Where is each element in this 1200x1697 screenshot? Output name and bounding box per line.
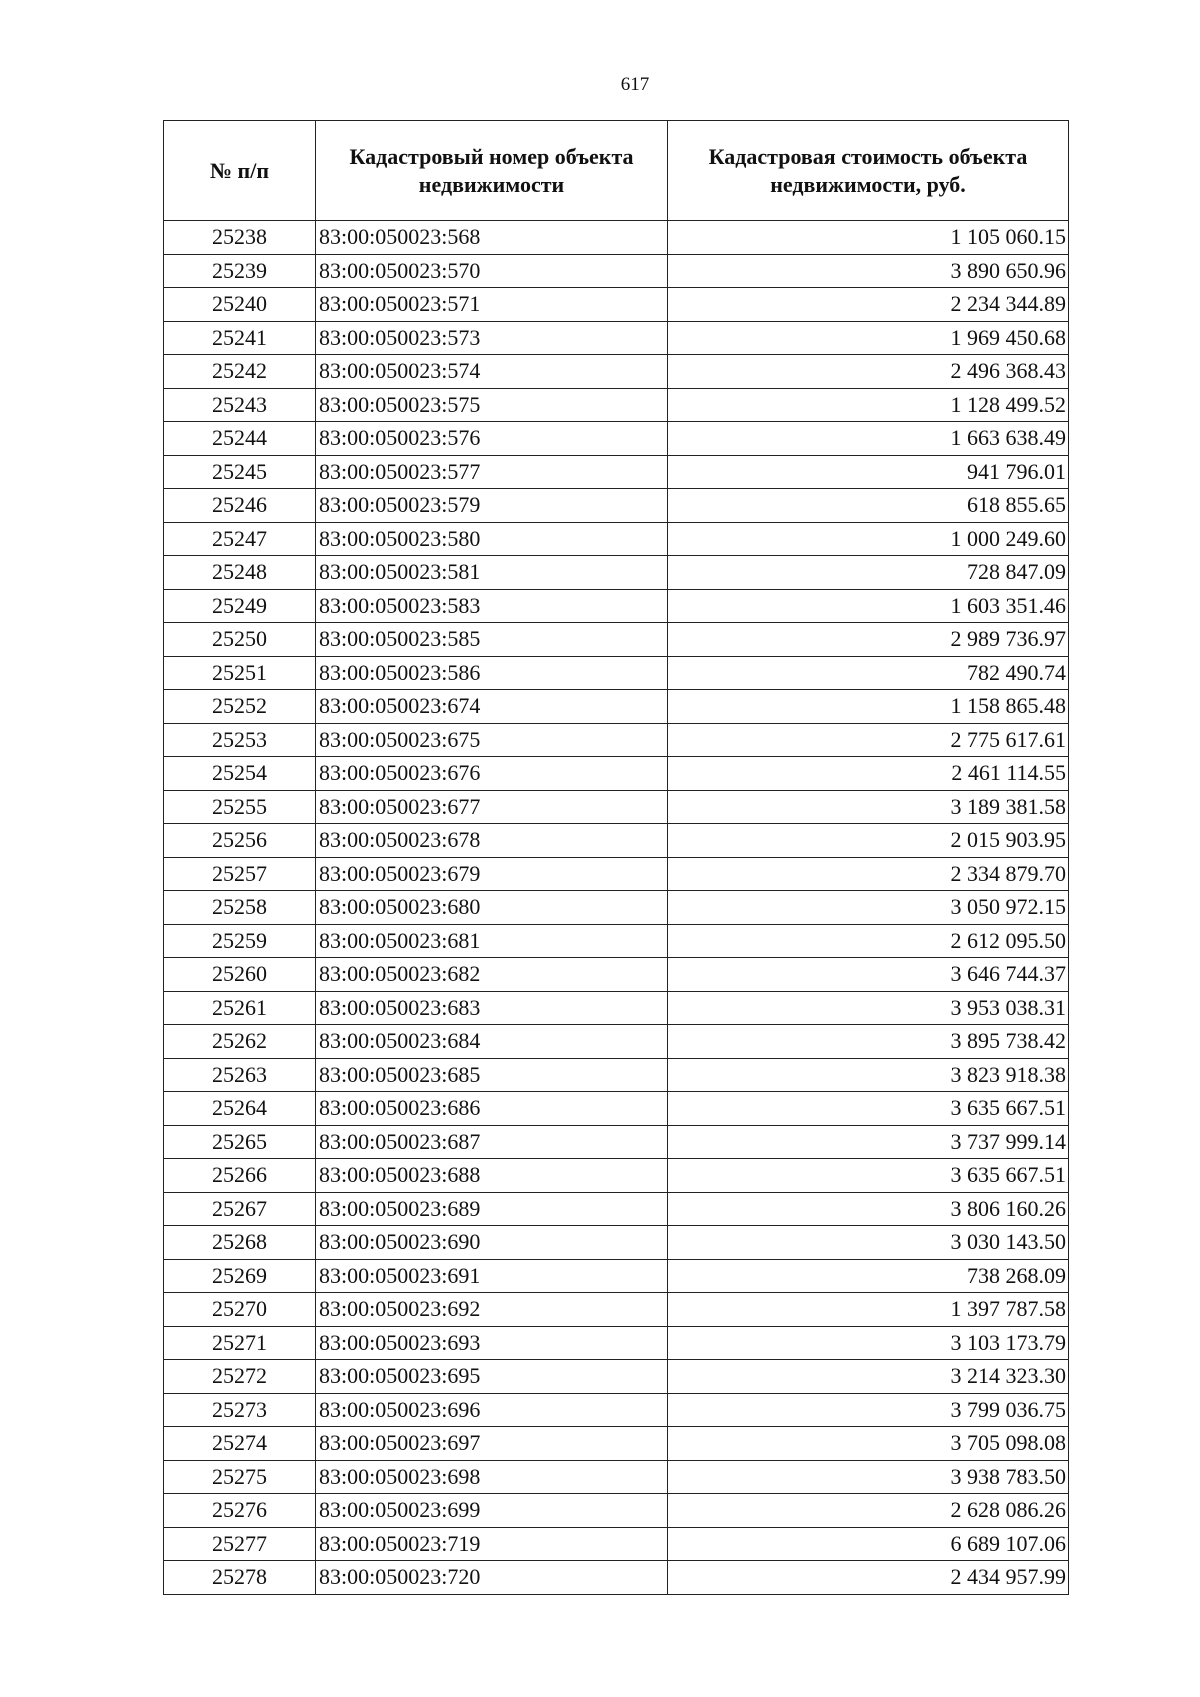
cadastral-number-cell: 83:00:050023:580: [316, 522, 668, 556]
row-number-cell: 25247: [164, 522, 316, 556]
cadastral-number-cell: 83:00:050023:695: [316, 1360, 668, 1394]
table-row: [164, 1226, 1069, 1260]
cadastral-number-cell: 83:00:050023:577: [316, 455, 668, 489]
row-number-cell: 25260: [164, 958, 316, 992]
table-row: [164, 891, 1069, 925]
cadastral-value-cell: 2 496 368.43: [668, 355, 1069, 389]
row-number-cell: 25278: [164, 1561, 316, 1595]
table-row: [164, 1393, 1069, 1427]
cadastral-value-cell: 1 105 060.15: [668, 221, 1069, 255]
row-number-cell: 25240: [164, 288, 316, 322]
table-row: [164, 1527, 1069, 1561]
cadastral-number-cell: 83:00:050023:575: [316, 388, 668, 422]
table-row: [164, 1125, 1069, 1159]
table-row: [164, 1293, 1069, 1327]
cadastral-number-cell: 83:00:050023:720: [316, 1561, 668, 1595]
table-body: [164, 221, 1069, 1595]
table-row: [164, 857, 1069, 891]
cadastral-number-cell: 83:00:050023:679: [316, 857, 668, 891]
row-number-cell: 25272: [164, 1360, 316, 1394]
cadastral-number-cell: 83:00:050023:685: [316, 1058, 668, 1092]
table-row: [164, 556, 1069, 590]
cadastral-number-cell: 83:00:050023:697: [316, 1427, 668, 1461]
row-number-cell: 25254: [164, 757, 316, 791]
table-row: [164, 991, 1069, 1025]
table-row: [164, 522, 1069, 556]
cadastral-value-cell: 1 969 450.68: [668, 321, 1069, 355]
row-number-cell: 25256: [164, 824, 316, 858]
row-number-cell: 25241: [164, 321, 316, 355]
table-row: [164, 656, 1069, 690]
cadastral-number-cell: 83:00:050023:573: [316, 321, 668, 355]
row-number-cell: 25261: [164, 991, 316, 1025]
header-cadastral-number: Кадастровый номер объекта недвижимости: [316, 121, 668, 221]
row-number-cell: 25276: [164, 1494, 316, 1528]
table-row: [164, 288, 1069, 322]
cadastral-number-cell: 83:00:050023:719: [316, 1527, 668, 1561]
table-row: [164, 1259, 1069, 1293]
cadastral-table-container: [163, 120, 1068, 1595]
table-row: [164, 1427, 1069, 1461]
cadastral-value-cell: 618 855.65: [668, 489, 1069, 523]
cadastral-number-cell: 83:00:050023:576: [316, 422, 668, 456]
table-row: [164, 321, 1069, 355]
table-row: [164, 1494, 1069, 1528]
cadastral-number-cell: 83:00:050023:689: [316, 1192, 668, 1226]
table-row: [164, 690, 1069, 724]
table-row: [164, 589, 1069, 623]
cadastral-number-cell: 83:00:050023:570: [316, 254, 668, 288]
cadastral-value-cell: 3 799 036.75: [668, 1393, 1069, 1427]
cadastral-value-cell: 3 938 783.50: [668, 1460, 1069, 1494]
table-row: [164, 489, 1069, 523]
row-number-cell: 25269: [164, 1259, 316, 1293]
table-row: [164, 1360, 1069, 1394]
cadastral-number-cell: 83:00:050023:684: [316, 1025, 668, 1059]
table-row: [164, 790, 1069, 824]
cadastral-number-cell: 83:00:050023:691: [316, 1259, 668, 1293]
cadastral-value-cell: 6 689 107.06: [668, 1527, 1069, 1561]
row-number-cell: 25253: [164, 723, 316, 757]
cadastral-number-cell: 83:00:050023:681: [316, 924, 668, 958]
table-row: [164, 1058, 1069, 1092]
table-header: [164, 121, 1069, 221]
table-row: [164, 388, 1069, 422]
table-row: [164, 723, 1069, 757]
cadastral-value-cell: 3 806 160.26: [668, 1192, 1069, 1226]
cadastral-number-cell: 83:00:050023:675: [316, 723, 668, 757]
table-row: [164, 1192, 1069, 1226]
row-number-cell: 25263: [164, 1058, 316, 1092]
cadastral-number-cell: 83:00:050023:699: [316, 1494, 668, 1528]
cadastral-number-cell: 83:00:050023:692: [316, 1293, 668, 1327]
cadastral-number-cell: 83:00:050023:687: [316, 1125, 668, 1159]
row-number-cell: 25265: [164, 1125, 316, 1159]
cadastral-number-cell: 83:00:050023:686: [316, 1092, 668, 1126]
cadastral-number-cell: 83:00:050023:682: [316, 958, 668, 992]
header-cadastral-value: Кадастровая стоимость объекта недвижимости, руб.: [668, 121, 1069, 221]
row-number-cell: 25242: [164, 355, 316, 389]
cadastral-value-cell: 2 434 957.99: [668, 1561, 1069, 1595]
cadastral-value-cell: 782 490.74: [668, 656, 1069, 690]
cadastral-value-cell: 3 050 972.15: [668, 891, 1069, 925]
cadastral-value-cell: 728 847.09: [668, 556, 1069, 590]
cadastral-number-cell: 83:00:050023:585: [316, 623, 668, 657]
table-row: [164, 422, 1069, 456]
cadastral-value-cell: 3 705 098.08: [668, 1427, 1069, 1461]
table-row: [164, 254, 1069, 288]
row-number-cell: 25271: [164, 1326, 316, 1360]
row-number-cell: 25259: [164, 924, 316, 958]
header-row: [164, 121, 1069, 221]
table-row: [164, 1460, 1069, 1494]
cadastral-number-cell: 83:00:050023:680: [316, 891, 668, 925]
cadastral-value-cell: 1 603 351.46: [668, 589, 1069, 623]
row-number-cell: 25262: [164, 1025, 316, 1059]
table-row: [164, 355, 1069, 389]
cadastral-value-table: [163, 120, 1069, 1595]
cadastral-value-cell: 3 189 381.58: [668, 790, 1069, 824]
cadastral-number-cell: 83:00:050023:690: [316, 1226, 668, 1260]
row-number-cell: 25239: [164, 254, 316, 288]
cadastral-value-cell: 2 334 879.70: [668, 857, 1069, 891]
cadastral-number-cell: 83:00:050023:583: [316, 589, 668, 623]
table-row: [164, 924, 1069, 958]
table-row: [164, 958, 1069, 992]
cadastral-value-cell: 1 158 865.48: [668, 690, 1069, 724]
cadastral-number-cell: 83:00:050023:683: [316, 991, 668, 1025]
cadastral-value-cell: 3 030 143.50: [668, 1226, 1069, 1260]
table-row: [164, 455, 1069, 489]
cadastral-number-cell: 83:00:050023:676: [316, 757, 668, 791]
cadastral-number-cell: 83:00:050023:574: [316, 355, 668, 389]
cadastral-value-cell: 3 646 744.37: [668, 958, 1069, 992]
page-number: 617: [620, 74, 650, 95]
row-number-cell: 25267: [164, 1192, 316, 1226]
row-number-cell: 25277: [164, 1527, 316, 1561]
cadastral-value-cell: 941 796.01: [668, 455, 1069, 489]
cadastral-value-cell: 3 635 667.51: [668, 1092, 1069, 1126]
cadastral-number-cell: 83:00:050023:688: [316, 1159, 668, 1193]
row-number-cell: 25250: [164, 623, 316, 657]
cadastral-value-cell: 1 663 638.49: [668, 422, 1069, 456]
cadastral-number-cell: 83:00:050023:568: [316, 221, 668, 255]
row-number-cell: 25252: [164, 690, 316, 724]
row-number-cell: 25274: [164, 1427, 316, 1461]
cadastral-value-cell: 1 000 249.60: [668, 522, 1069, 556]
row-number-cell: 25251: [164, 656, 316, 690]
cadastral-value-cell: 2 234 344.89: [668, 288, 1069, 322]
row-number-cell: 25264: [164, 1092, 316, 1126]
cadastral-value-cell: 3 103 173.79: [668, 1326, 1069, 1360]
cadastral-number-cell: 83:00:050023:677: [316, 790, 668, 824]
cadastral-value-cell: 3 890 650.96: [668, 254, 1069, 288]
cadastral-value-cell: 2 989 736.97: [668, 623, 1069, 657]
table-row: [164, 1326, 1069, 1360]
cadastral-number-cell: 83:00:050023:678: [316, 824, 668, 858]
row-number-cell: 25243: [164, 388, 316, 422]
row-number-cell: 25258: [164, 891, 316, 925]
cadastral-number-cell: 83:00:050023:693: [316, 1326, 668, 1360]
row-number-cell: 25245: [164, 455, 316, 489]
cadastral-number-cell: 83:00:050023:581: [316, 556, 668, 590]
cadastral-value-cell: 2 461 114.55: [668, 757, 1069, 791]
cadastral-value-cell: 3 635 667.51: [668, 1159, 1069, 1193]
row-number-cell: 25270: [164, 1293, 316, 1327]
cadastral-number-cell: 83:00:050023:571: [316, 288, 668, 322]
cadastral-value-cell: 1 128 499.52: [668, 388, 1069, 422]
row-number-cell: 25266: [164, 1159, 316, 1193]
header-row-number: № п/п: [164, 121, 316, 221]
cadastral-value-cell: 2 628 086.26: [668, 1494, 1069, 1528]
cadastral-value-cell: 738 268.09: [668, 1259, 1069, 1293]
cadastral-value-cell: 2 775 617.61: [668, 723, 1069, 757]
cadastral-value-cell: 3 214 323.30: [668, 1360, 1069, 1394]
cadastral-value-cell: 3 823 918.38: [668, 1058, 1069, 1092]
row-number-cell: 25257: [164, 857, 316, 891]
cadastral-number-cell: 83:00:050023:698: [316, 1460, 668, 1494]
row-number-cell: 25246: [164, 489, 316, 523]
cadastral-value-cell: 3 953 038.31: [668, 991, 1069, 1025]
table-row: [164, 1561, 1069, 1595]
table-row: [164, 1025, 1069, 1059]
cadastral-number-cell: 83:00:050023:696: [316, 1393, 668, 1427]
cadastral-number-cell: 83:00:050023:586: [316, 656, 668, 690]
cadastral-value-cell: 2 612 095.50: [668, 924, 1069, 958]
row-number-cell: 25268: [164, 1226, 316, 1260]
cadastral-value-cell: 3 737 999.14: [668, 1125, 1069, 1159]
table-row: [164, 221, 1069, 255]
row-number-cell: 25255: [164, 790, 316, 824]
row-number-cell: 25248: [164, 556, 316, 590]
table-row: [164, 1159, 1069, 1193]
table-row: [164, 1092, 1069, 1126]
cadastral-value-cell: 3 895 738.42: [668, 1025, 1069, 1059]
table-row: [164, 824, 1069, 858]
row-number-cell: 25244: [164, 422, 316, 456]
table-row: [164, 757, 1069, 791]
cadastral-value-cell: 1 397 787.58: [668, 1293, 1069, 1327]
table-row: [164, 623, 1069, 657]
row-number-cell: 25249: [164, 589, 316, 623]
cadastral-number-cell: 83:00:050023:674: [316, 690, 668, 724]
cadastral-value-cell: 2 015 903.95: [668, 824, 1069, 858]
row-number-cell: 25273: [164, 1393, 316, 1427]
cadastral-number-cell: 83:00:050023:579: [316, 489, 668, 523]
row-number-cell: 25275: [164, 1460, 316, 1494]
row-number-cell: 25238: [164, 221, 316, 255]
